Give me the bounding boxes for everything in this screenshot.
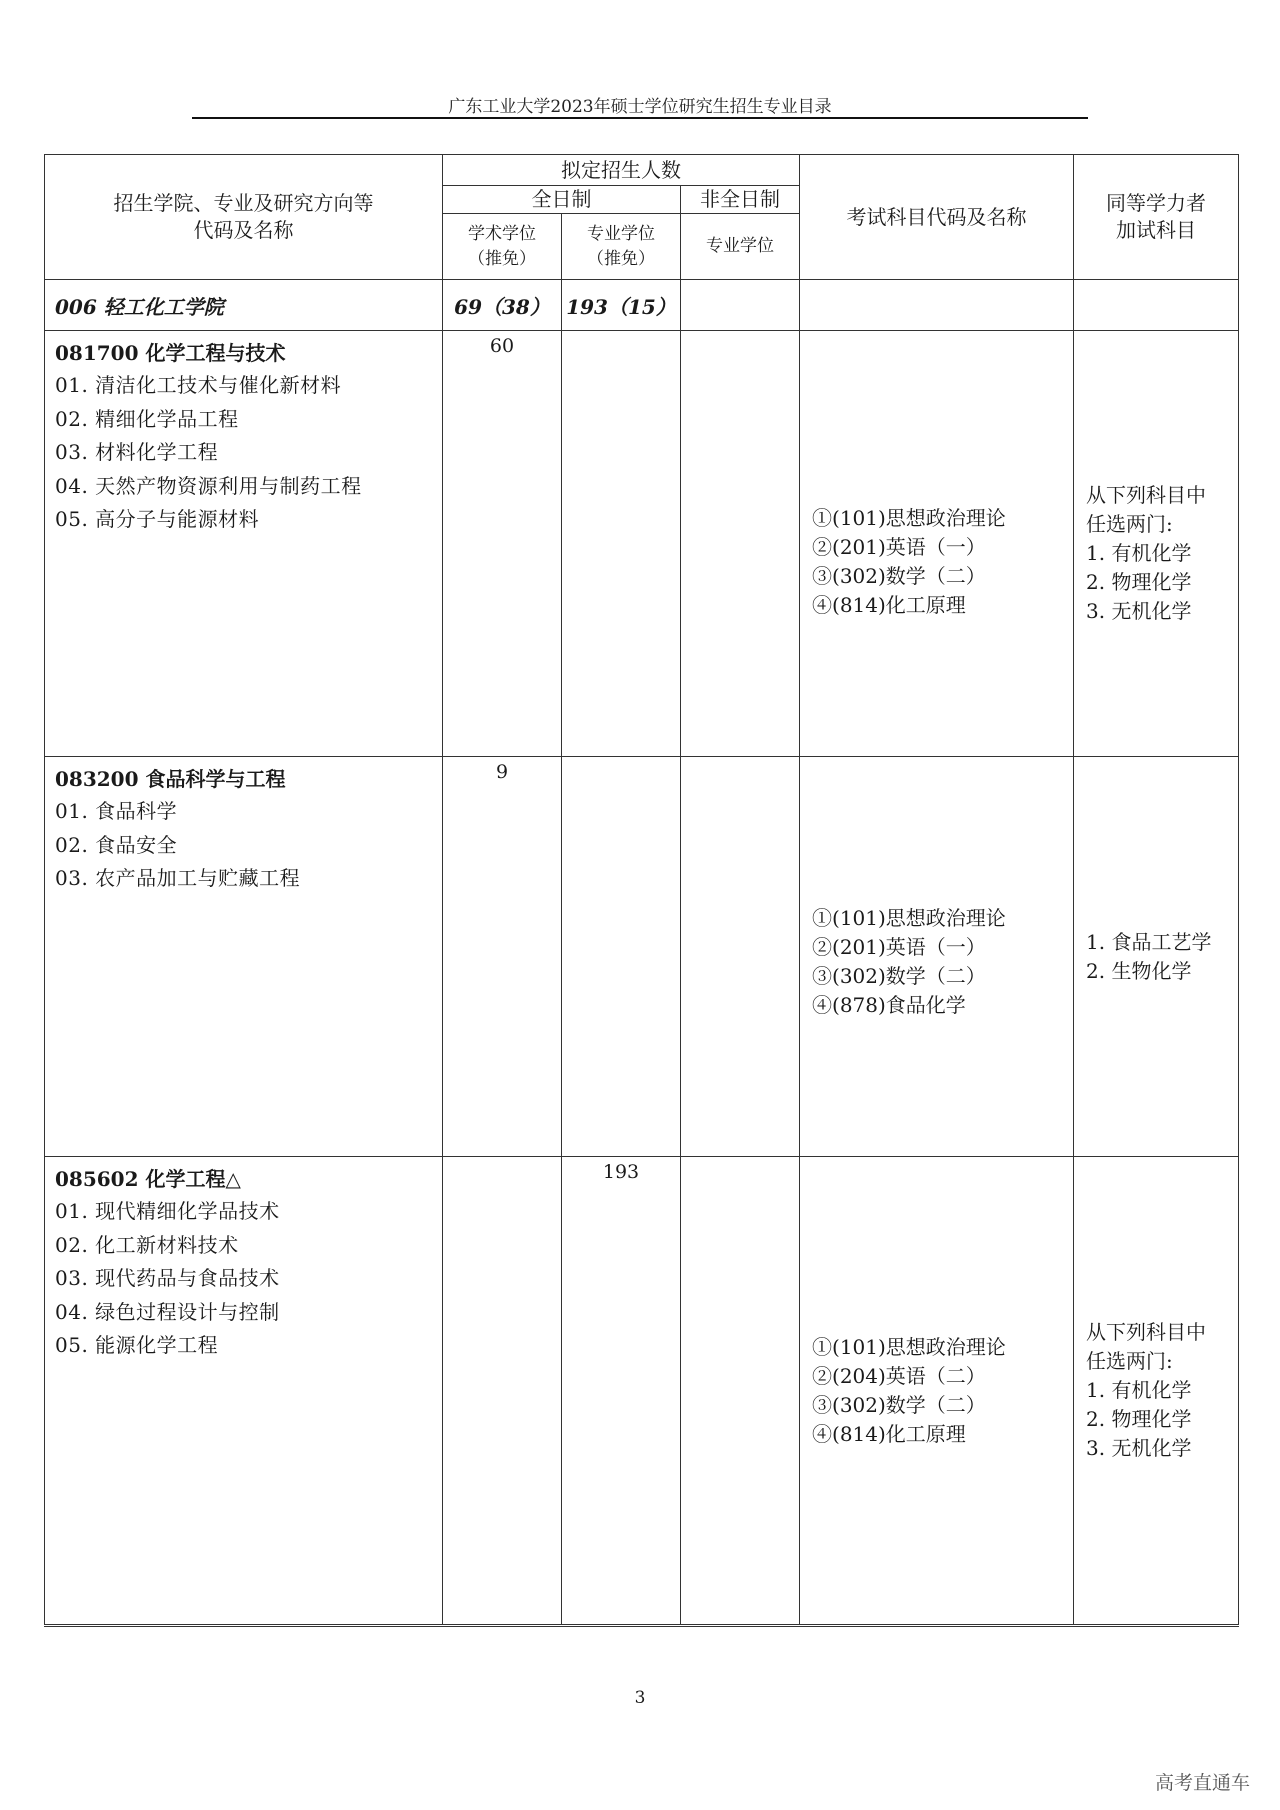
major-title: 081700 化学工程与技术 xyxy=(55,341,286,365)
direction-item: 03. 现代药品与食品技术 xyxy=(55,1266,280,1290)
extra-item: 1. 有机化学 xyxy=(1086,1378,1192,1402)
exam-cell xyxy=(800,757,1074,1157)
professional-count xyxy=(562,331,681,757)
extra-item: 2. 物理化学 xyxy=(1086,1407,1192,1431)
watermark-text: 高考直通车 xyxy=(1154,1772,1250,1794)
header-professional-line-2: （推免） xyxy=(587,248,655,269)
header-name-line-2: 代码及名称 xyxy=(193,218,294,242)
extra-cell xyxy=(1074,1157,1239,1626)
direction-item: 01. 现代精细化学品技术 xyxy=(55,1199,280,1223)
exam-item: ③(302)数学（二） xyxy=(812,1392,986,1417)
direction-item: 05. 能源化学工程 xyxy=(55,1333,219,1357)
header-exam: 考试科目代码及名称 xyxy=(800,155,1074,280)
exam-cell xyxy=(800,1157,1074,1626)
major-title: 085602 化学工程△ xyxy=(55,1167,241,1191)
professional-count xyxy=(562,757,681,1157)
exam-cell xyxy=(800,331,1074,757)
school-part-time xyxy=(681,280,800,331)
exam-item: ②(204)英语（二） xyxy=(812,1363,986,1388)
extra-item: 任选两门: xyxy=(1086,512,1173,536)
exam-item: ①(101)思想政治理论 xyxy=(812,1334,1006,1359)
extra-item: 1. 有机化学 xyxy=(1086,541,1192,565)
page-header-title: 广东工业大学2023年硕士学位研究生招生专业目录 xyxy=(448,97,832,117)
academic-count xyxy=(443,1157,562,1626)
direction-item: 02. 食品安全 xyxy=(55,832,178,857)
header-name-cell xyxy=(45,155,443,280)
extra-cell xyxy=(1074,331,1239,757)
school-professional: 193（15） xyxy=(562,280,681,331)
direction-item: 02. 化工新材料技术 xyxy=(55,1232,239,1257)
exam-item: ④(878)食品化学 xyxy=(812,992,966,1017)
header-extra-line-2: 加试科目 xyxy=(1116,218,1197,242)
extra-item: 3. 无机化学 xyxy=(1086,599,1192,623)
part-time-count xyxy=(681,331,800,757)
table-row xyxy=(45,757,1239,1157)
school-academic: 69（38） xyxy=(443,280,562,331)
catalog-table xyxy=(44,154,1239,1627)
header-rule xyxy=(192,117,1088,119)
extra-item: 从下列科目中 xyxy=(1086,1320,1207,1344)
extra-item: 3. 无机化学 xyxy=(1086,1436,1192,1460)
header-academic-line-1: 学术学位 xyxy=(468,223,536,244)
direction-item: 02. 精细化学品工程 xyxy=(55,406,239,431)
header-academic-line-2: （推免） xyxy=(468,248,536,269)
exam-item: ④(814)化工原理 xyxy=(812,1421,966,1446)
direction-item: 05. 高分子与能源材料 xyxy=(55,507,260,531)
school-exam xyxy=(800,280,1074,331)
school-name: 006 轻工化工学院 xyxy=(45,280,443,331)
table-row xyxy=(45,1157,1239,1626)
part-time-count xyxy=(681,757,800,1157)
extra-item: 任选两门: xyxy=(1086,1349,1173,1373)
academic-count: 9 xyxy=(443,757,562,1157)
header-extra-cell xyxy=(1074,155,1239,280)
header-academic-cell xyxy=(443,214,562,280)
extra-item: 2. 物理化学 xyxy=(1086,570,1192,594)
major-title: 083200 食品科学与工程 xyxy=(55,767,286,791)
direction-item: 04. 天然产物资源利用与制药工程 xyxy=(55,473,362,498)
part-time-count xyxy=(681,1157,800,1626)
extra-item: 从下列科目中 xyxy=(1086,483,1207,507)
extra-item: 2. 生物化学 xyxy=(1086,958,1192,983)
major-cell xyxy=(45,757,443,1157)
school-extra xyxy=(1074,280,1239,331)
extra-item: 1. 食品工艺学 xyxy=(1086,929,1212,954)
extra-cell xyxy=(1074,757,1239,1157)
direction-item: 01. 清洁化工技术与催化新材料 xyxy=(55,373,342,397)
page-number: 3 xyxy=(634,1688,646,1708)
major-cell xyxy=(45,331,443,757)
header-part-time: 非全日制 xyxy=(681,186,800,214)
academic-count: 60 xyxy=(443,331,562,757)
exam-item: ②(201)英语（一） xyxy=(812,934,986,959)
header-extra-line-1: 同等学力者 xyxy=(1106,191,1207,215)
table-row xyxy=(45,331,1239,757)
header-professional-line-1: 专业学位 xyxy=(587,223,655,244)
direction-item: 03. 材料化学工程 xyxy=(55,440,219,464)
exam-item: ①(101)思想政治理论 xyxy=(812,905,1006,930)
professional-count: 193 xyxy=(562,1157,681,1626)
exam-item: ③(302)数学（二） xyxy=(812,963,986,988)
exam-item: ②(201)英语（一） xyxy=(812,534,986,559)
header-part-professional: 专业学位 xyxy=(681,214,800,280)
header-plan: 拟定招生人数 xyxy=(443,155,800,186)
direction-item: 04. 绿色过程设计与控制 xyxy=(55,1299,280,1324)
major-cell xyxy=(45,1157,443,1626)
direction-item: 03. 农产品加工与贮藏工程 xyxy=(55,866,301,890)
header-professional-cell xyxy=(562,214,681,280)
header-full-time: 全日制 xyxy=(443,186,681,214)
exam-item: ③(302)数学（二） xyxy=(812,563,986,588)
header-name-line-1: 招生学院、专业及研究方向等 xyxy=(113,191,374,215)
exam-item: ④(814)化工原理 xyxy=(812,592,966,617)
direction-item: 01. 食品科学 xyxy=(55,799,178,823)
exam-item: ①(101)思想政治理论 xyxy=(812,505,1006,530)
